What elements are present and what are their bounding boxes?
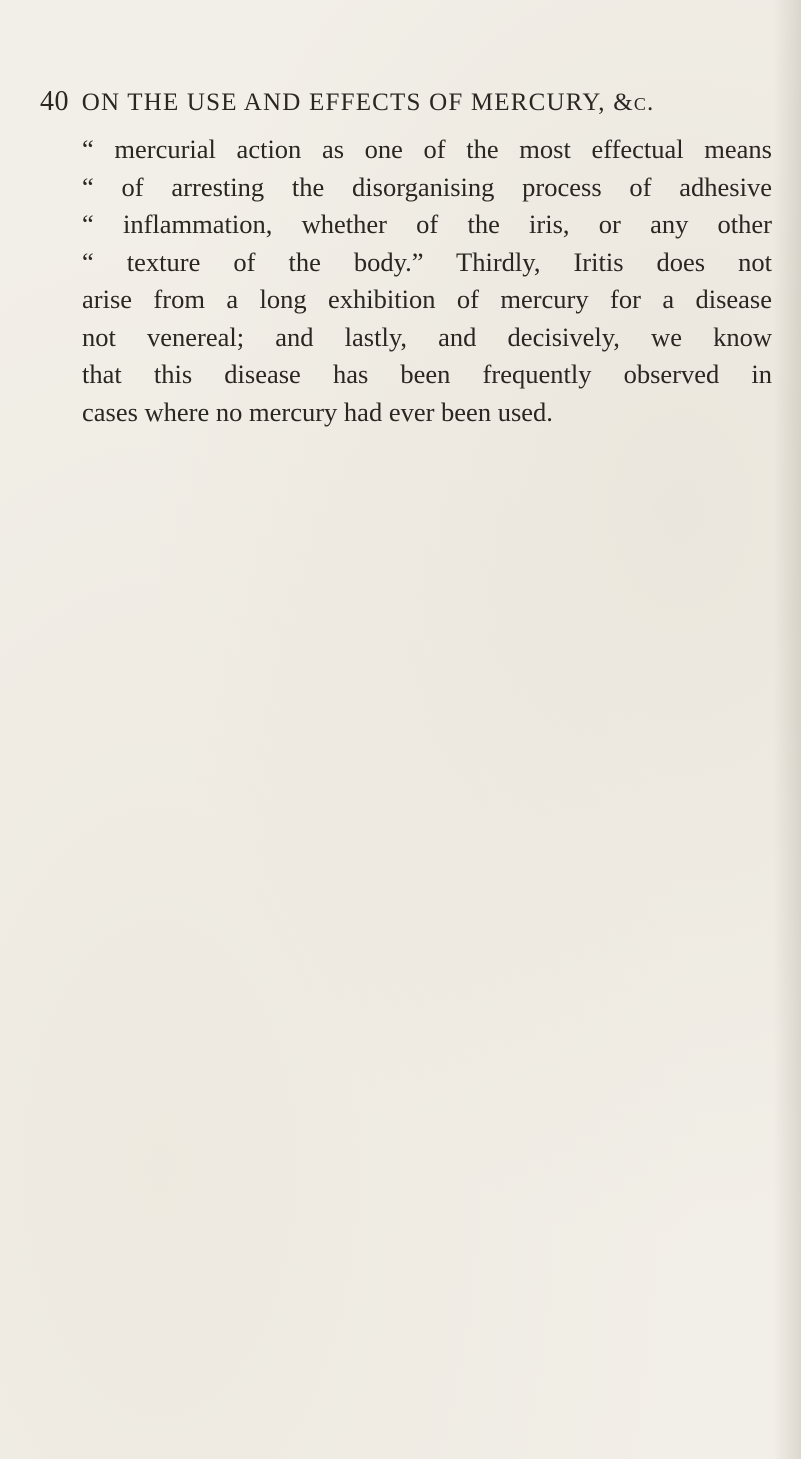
text-line: “ mercurial action as one of the most effectual means <box>82 134 772 164</box>
text-line: “ of arresting the disorganising process of adhesive <box>82 171 772 202</box>
page-number: 40 <box>40 86 69 117</box>
text-line: that this disease has been frequently observed in <box>82 359 772 389</box>
text-line: “ texture of the body.” Thirdly, Iritis does not <box>82 246 772 277</box>
running-head <box>40 86 775 122</box>
text-line: cases where no mercury had ever been used. <box>82 396 553 427</box>
running-head-title: ON THE USE AND EFFECTS OF MERCURY, &c. <box>81 89 655 116</box>
text-line: not venereal; and lastly, and decisively, we know <box>82 321 772 352</box>
page-edge-shadow <box>773 0 801 1459</box>
text-line: “ inflammation, whether of the iris, or any other <box>82 209 772 239</box>
body-paragraph <box>82 131 772 431</box>
text-line: arise from a long exhibition of mercury for a disease <box>82 284 772 314</box>
